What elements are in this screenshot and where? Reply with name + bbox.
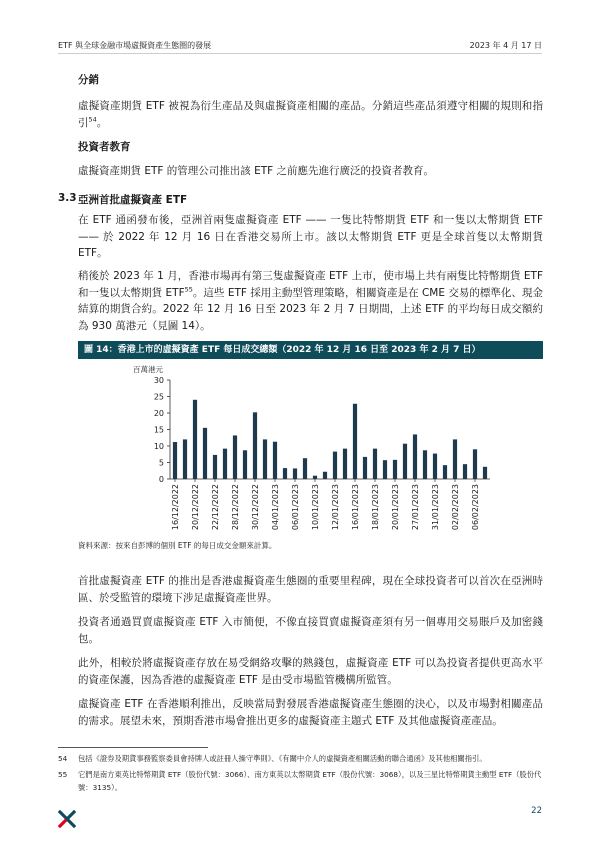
y-tick-label: 15 bbox=[153, 425, 164, 435]
bar bbox=[463, 464, 467, 479]
bar bbox=[183, 439, 187, 479]
bar bbox=[343, 449, 347, 479]
header-date: 2023 年 4 月 17 日 bbox=[469, 41, 542, 50]
bar bbox=[353, 404, 357, 479]
y-tick-label: 0 bbox=[158, 475, 164, 484]
paragraph-2-part-b: 。這些 ETF 採用主動型管理策略，相關資產是在 CME 交易的標準化、現金結算的期貨合約。2022 年 12 月 16 日至 2023 年 2 月 7 日期間，上述 ETF 的平均每日成交額約為 930 萬港元（見圖 14）。 bbox=[78, 286, 543, 332]
distribution-heading: 分銷 bbox=[78, 74, 99, 86]
bar bbox=[413, 434, 417, 479]
bar bbox=[433, 454, 437, 479]
bar bbox=[283, 468, 287, 479]
bar bbox=[333, 452, 337, 479]
x-tick-label: 18/01/2023 bbox=[371, 484, 380, 531]
education-heading: 投資者教育 bbox=[78, 141, 131, 153]
footnote-divider bbox=[58, 747, 208, 748]
bar bbox=[273, 442, 277, 479]
bar bbox=[393, 460, 397, 479]
x-tick-label: 16/01/2023 bbox=[351, 484, 360, 531]
bars-group bbox=[173, 400, 487, 479]
bar bbox=[323, 472, 327, 479]
bar bbox=[263, 439, 267, 479]
x-tick-label: 12/01/2023 bbox=[331, 484, 340, 531]
hkex-logo-icon bbox=[58, 810, 76, 828]
y-tick-label: 30 bbox=[153, 376, 164, 385]
footnote-ref-55[interactable]: 55 bbox=[184, 285, 193, 293]
x-tick-label: 04/01/2023 bbox=[271, 484, 280, 531]
closing-paragraph-3: 此外，相較於將虛擬資產存放在易受網絡攻擊的熱錢包，虛擬資產 ETF 可以為投資者提供更高水平的資產保護，因為香港的虛擬資產 ETF 是由受市場監管機構所監管。 bbox=[78, 657, 543, 686]
x-tick-label: 20/01/2023 bbox=[391, 484, 400, 531]
y-tick-label: 25 bbox=[153, 392, 164, 402]
x-tick-label: 30/12/2022 bbox=[251, 484, 260, 531]
x-tick-label: 31/01/2023 bbox=[431, 484, 440, 531]
bar bbox=[203, 428, 207, 479]
bar bbox=[423, 450, 427, 479]
bar bbox=[403, 444, 407, 479]
closing-paragraph-2: 投資者通過買賣虛擬資產 ETF 入市簡便，不像直接買賣虛擬資產須有另一個專用交易賬戶及加密錢包。 bbox=[78, 616, 543, 645]
bar bbox=[313, 476, 317, 479]
footnote-55-number: 55 bbox=[58, 770, 68, 779]
bar bbox=[223, 449, 227, 479]
y-axis bbox=[154, 376, 170, 484]
paragraph-2-part-a: 稍後於 2023 年 1 月，香港市場再有第三隻虛擬資產 ETF 上市，使市場上共有兩隻比特幣期貨 ETF 和一隻以太幣期貨 ETF bbox=[78, 270, 543, 299]
y-tick-label: 10 bbox=[153, 442, 164, 451]
x-tick-label: 02/02/2023 bbox=[451, 484, 460, 531]
bar bbox=[303, 458, 307, 479]
x-tick-label: 28/12/2022 bbox=[231, 484, 240, 531]
closing-paragraph-1: 首批虛擬資產 ETF 的推出是香港虛擬資產生態圈的重要里程碑，現在全球投資者可以首次在亞洲時區、於受監管的環境下涉足虛擬資產世界。 bbox=[78, 575, 543, 604]
bar bbox=[233, 435, 237, 479]
bar bbox=[253, 412, 257, 479]
y-tick-label: 5 bbox=[158, 458, 164, 468]
bar bbox=[213, 455, 217, 479]
x-axis bbox=[170, 479, 490, 530]
figure-source: 資料來源：按來自彭博的個別 ETF 的每日成交金額來計算。 bbox=[78, 541, 277, 550]
x-tick-label: 20/12/2022 bbox=[191, 484, 200, 531]
bar bbox=[363, 457, 367, 479]
section-paragraph-2 bbox=[78, 268, 543, 334]
bar bbox=[443, 465, 447, 479]
distribution-paragraph bbox=[78, 98, 543, 131]
figure-caption: 圖 14：香港上市的虛擬資產 ETF 每日成交總額（2022 年 12 月 16 日至 2023 年 2 月 7 日） bbox=[78, 341, 543, 359]
bar bbox=[293, 468, 297, 479]
education-paragraph: 虛擬資產期貨 ETF 的管理公司推出該 ETF 之前應先進行廣泛的投資者教育。 bbox=[78, 165, 435, 177]
header-divider bbox=[58, 53, 542, 54]
bar bbox=[243, 450, 247, 479]
bar bbox=[173, 442, 177, 479]
section-paragraph-1: 在 ETF 通函發布後，亞洲首兩隻虛擬資產 ETF —— 一隻比特幣期貨 ETF 和一隻以太幣期貨 ETF —— 於 2022 年 12 月 16 日在香港交易所上市。該以太幣期貨 ETF 更是全球首隻以太幣期貨 ETF。 bbox=[78, 214, 543, 259]
bar bbox=[383, 460, 387, 479]
x-tick-label: 16/12/2022 bbox=[171, 484, 180, 531]
x-tick-label: 22/12/2022 bbox=[211, 484, 220, 531]
bar bbox=[453, 439, 457, 479]
section-number: 3.3 bbox=[58, 192, 77, 204]
y-tick-label: 20 bbox=[153, 409, 164, 418]
footnote-54-text: 包括《證券及期貨事務監察委員會持牌人或註冊人操守準則》、《有關中介人的虛擬資產相關活動的聯合通函》及其他相關指引。 bbox=[78, 754, 487, 763]
bar bbox=[483, 467, 487, 479]
footnote-54-number: 54 bbox=[58, 754, 68, 763]
x-tick-label: 27/01/2023 bbox=[411, 484, 420, 531]
bar bbox=[193, 400, 197, 479]
x-tick-label: 06/01/2023 bbox=[291, 484, 300, 531]
closing-paragraph-4: 虛擬資產 ETF 在香港順利推出，反映當局對發展香港虛擬資產生態圈的決心，以及市場對相關產品的需求。展望未來，預期香港市場會推出更多的虛擬資產主題式 ETF 及其他虛擬資產產品。 bbox=[78, 698, 543, 727]
distribution-tail: 。 bbox=[96, 116, 108, 129]
bar-chart bbox=[78, 360, 543, 538]
footnote-ref-54[interactable]: 54 bbox=[88, 115, 97, 123]
y-axis-label: 百萬港元 bbox=[133, 365, 163, 374]
section-heading: 亞洲首批虛擬資產 ETF bbox=[78, 194, 188, 206]
distribution-text: 虛擬資產期貨 ETF 被視為衍生產品及與虛擬資產相關的產品。分銷這些產品須遵守相關的規則和指引 bbox=[78, 100, 543, 129]
header-title: ETF 與全球金融市場虛擬資產生態圈的發展 bbox=[58, 41, 212, 50]
page-number: 22 bbox=[531, 806, 542, 816]
bar bbox=[473, 449, 477, 479]
bar bbox=[373, 449, 377, 479]
x-tick-label: 06/02/2023 bbox=[471, 484, 480, 531]
footnote-55-text: 它們是南方東英比特幣期貨 ETF（股份代號：3066）、南方東英以太幣期貨 ETF（股份代號：3068），以及三星比特幣期貨主動型 ETF（股份代號：3135）。 bbox=[78, 770, 542, 792]
x-tick-label: 10/01/2023 bbox=[311, 484, 320, 531]
